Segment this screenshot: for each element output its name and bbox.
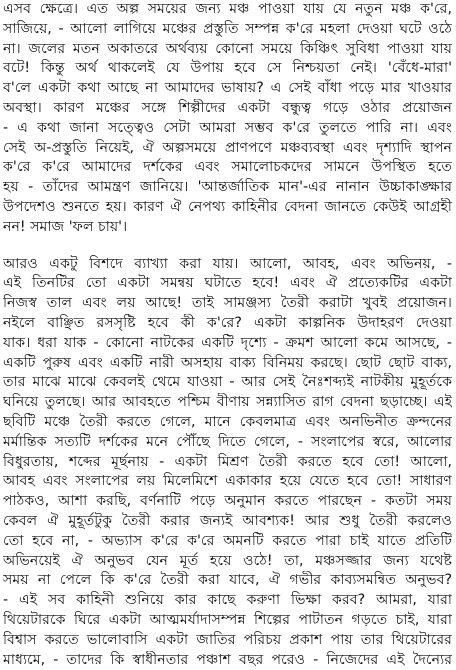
text-line: ব'লে একটা কথা আছে না আমাদের ভাষায়? এ সেই বাঁধা পড়ে মার খাওয়ার [3, 79, 452, 99]
text-line: পাঠকও, আশা করছি, বর্ণনাটি পড়ে অনুমান করতে পারছেন - কতটা সময় [3, 492, 452, 512]
text-line: বিধুরতায়, শব্দের মূর্ছনায় - একটা মিশ্রণ তৈরী করতে হবে তো! আলো, [3, 453, 452, 473]
text-line: এই তিনটির তো একটা সমন্বয় ঘটাতে হবে! এবং ঐ প্রত্যেকটির একটা [3, 274, 452, 294]
text-line: একটি পুরুষ এবং একটি নারী অসহায় বাক্য বিনিময় করছে। ছোট ছোট বাক্য, [3, 354, 452, 374]
text-line: আরও একটু বিশদে ব্যাখ্যা করা যায়। আলো, আবহ, এবং অভিনয়, - [3, 255, 452, 275]
paragraph-2 [3, 255, 452, 670]
text-line: হয় - তাঁদের আমন্ত্রণ জানিয়ে। 'আন্তর্জাতিক মান'-এর নানান উচ্চাকাঙ্ক্ষার [3, 178, 452, 198]
text-line: মর্মান্তিক সত্যটি দর্শকের মনে পৌঁছে দিতে গেলে, - সংলাপের স্বরে, আলোর [3, 433, 452, 453]
text-line: - এই সব কাহিনী শুনিয়ে কার কাছে করুণা ভিক্ষা করব? আমরা, যারা [3, 591, 452, 611]
text-line: সময় না পেলে কি ক'রে তৈরী করা যাবে, ঐ গভীর কাব্যসমন্বিত অনুভব? [3, 571, 452, 591]
text-line: মাধ্যমে, - তাদের কি স্বাধীনতার পঞ্চাশ বছর পরেও - নিজেদের এই দৈন্যের [3, 651, 452, 670]
text-line: তো হবে না, - অভ্যাস ক'রে ক'রে অমনটি করতে পারা চাই যাতে প্রতিটি [3, 532, 452, 552]
text-line: আবহ এবং সংলাপের লয় মিলেমিশে একাকার হয়ে যেতে হবে তো! সাধারণ [3, 472, 452, 492]
text-line: অভিনয়েই ঐ অনুভব যেন মূর্ত হয়ে ওঠে! তা, মঞ্চসজ্জার জন্য যথেষ্ট [3, 552, 452, 572]
paragraph-1 [3, 0, 452, 238]
text-line: বিশ্বাস করতে ভালোবাসি একটা জাতির পরিচয় প্রকাশ পায় তার থিয়েটারের [3, 631, 452, 651]
text-line: সেই অ-প্রস্তুতি নিয়েই, ঐ অল্পসময়ে প্রাণপণে মঞ্চব্যবস্থা এবং দৃশ্যাদি স্থাপন [3, 139, 452, 159]
text-line: তার মাঝে মাঝে কেবলই থেমে যাওয়া - আর সেই নৈঃশব্দ্যই নাটকীয় মুহূর্তকে [3, 373, 452, 393]
text-line: নিজস্ব তাল এবং লয় আছে! তাই সামঞ্জস্য তৈরী করাটা খুবই প্রয়োজন। [3, 294, 452, 314]
text-line: ক'রে ক'রে আমাদের দর্শকের এবং সমালোচকদের সামনে উপস্থিত হতে [3, 158, 452, 178]
text-line: না। জলের মতন অকাতরে অর্থব্যয় কোনো সময়ে কিঞ্চিৎ সুবিধা পাওয়া যায় [3, 40, 452, 60]
text-line: ছবিটি মঞ্চে তৈরী করতে গেলে, মানে কেবলমাত্র এবং অনভিনীত ক্রন্দনের [3, 413, 452, 433]
text-line: থিয়েটারকে ঘিরে একটা আত্মমর্যাদাসম্পন্ন শিল্পের পাটাতন গড়তে চাই, যারা [3, 611, 452, 631]
text-line: যাক। ধরা যাক - কোনো নাটকের একটি দৃশ্যে - ক্রমশ আলো কমে আসছে, - [3, 334, 452, 354]
text-line: সাজিয়ে, - আলো লাগিয়ে মঞ্চের প্রস্তুতি সম্পন্ন ক'রে মহলা দেওয়া ঘটে ওঠে [3, 20, 452, 40]
text-line: বটে! কিন্তু অর্থ থাকলেই যে উপায় হবে সে নিশ্চয়তা নেই। 'বেঁধে-মারা' [3, 59, 452, 79]
text-line: উপদেশও শুনতে হয়। কারণ ঐ নেপথ্য কাহিনীর বেদনা জানতে কেউই আগ্রহী [3, 198, 452, 218]
text-line: অবস্থা। কারণ মঞ্চের সঙ্গে শিল্পীদের একটা বন্ধুত্ব গড়ে ওঠার প্রয়োজন [3, 99, 452, 119]
text-line: নইলে বাঞ্ছিত রসসৃষ্টি হবে কী ক'রে? একটা কাল্পনিক উদাহরণ দেওয়া [3, 314, 452, 334]
paragraph-spacer [3, 238, 452, 255]
text-line: ঘনিয়ে তুলছে। আর আবহতে পশ্চিম বীণায় সন্ন্যাসিত রাগ বেদনা ছড়াচ্ছে। এই [3, 393, 452, 413]
text-line: এসব ক্ষেত্রে। এত অল্প সময়ের জন্য মঞ্চ পাওয়া যায় যে নতুন মঞ্চ ক'রে, [3, 0, 452, 20]
text-line: নন! সমাজ 'ফল চায়'। [3, 218, 452, 238]
text-line: - এ কথা জানা সত্ত্বেও সেটা আমরা সম্ভব ক'রে তুলতে পারি না। এবং [3, 119, 452, 139]
text-line: কেবল ঐ মুহূর্তটুকু তৈরী করার জন্যই আবশ্যক! আর শুধু তৈরী করলেও [3, 512, 452, 532]
